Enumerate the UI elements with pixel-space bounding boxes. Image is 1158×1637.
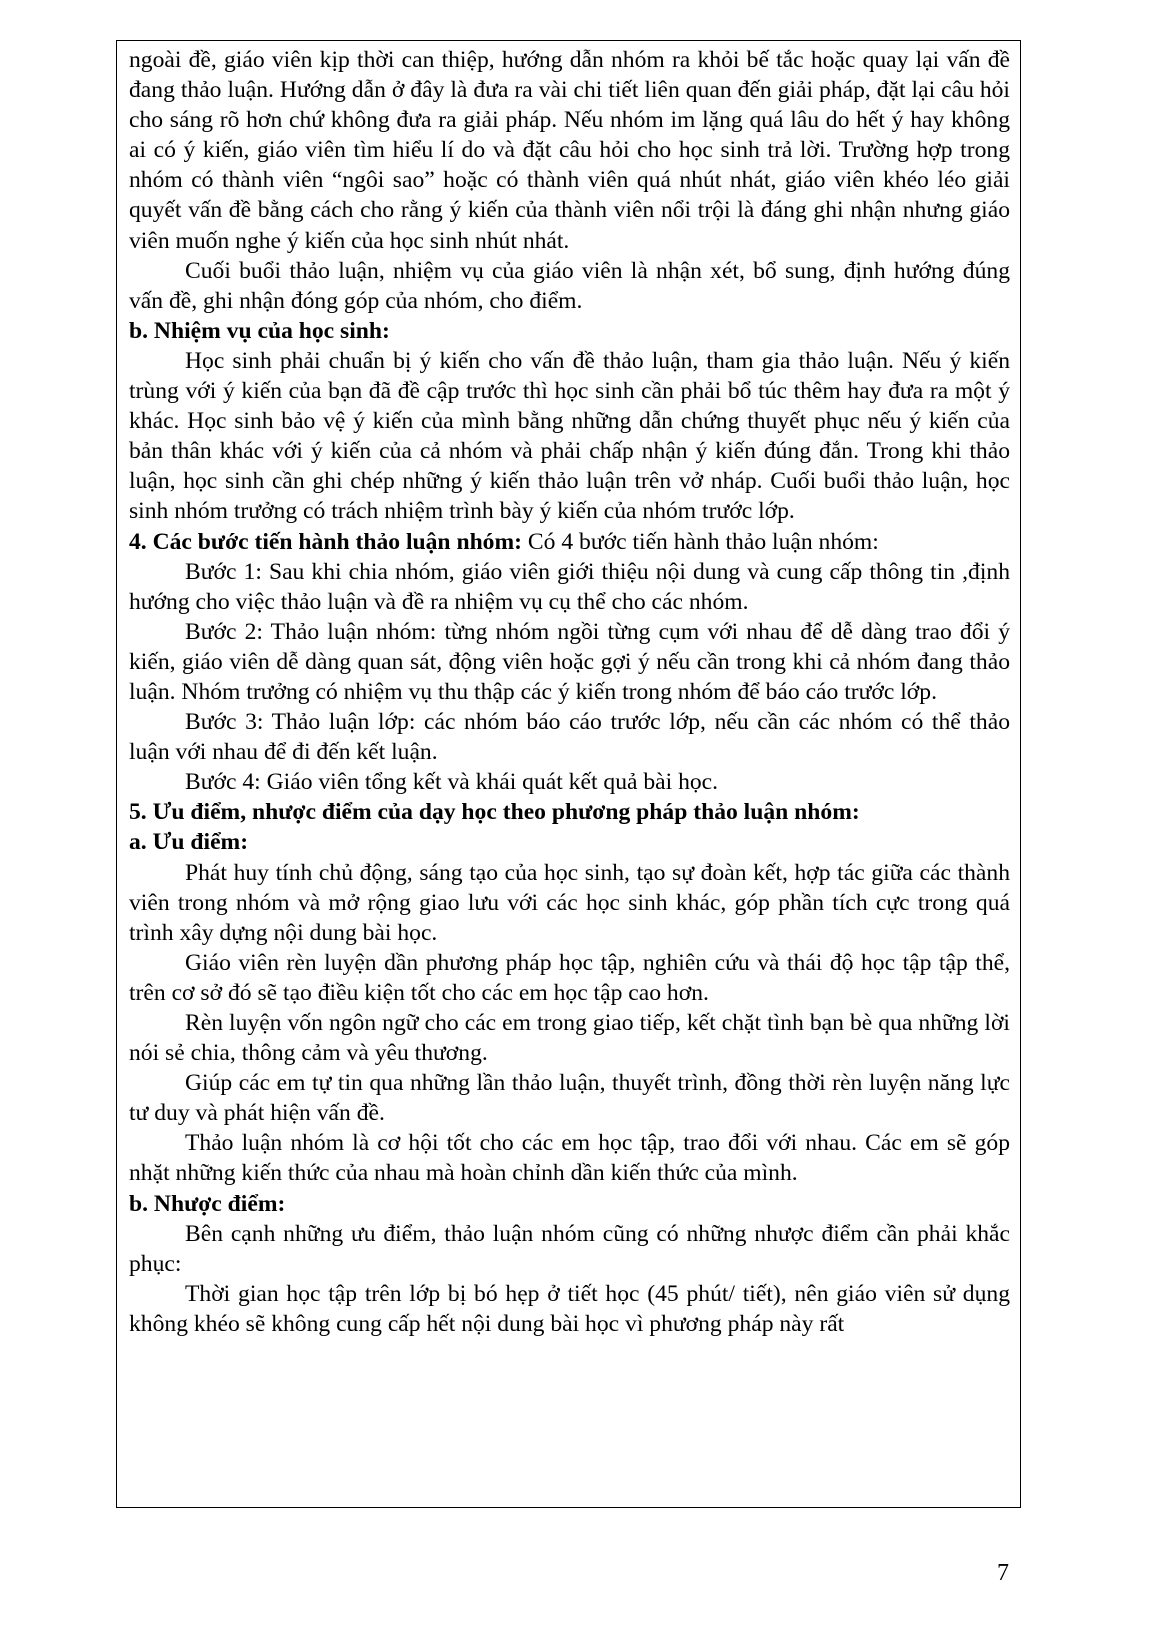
paragraph: Cuối buổi thảo luận, nhiệm vụ của giáo viên là nhận xét, bổ sung, định hướng đúng vấn đề, ghi nhận đóng góp của nhóm, cho điểm.	[129, 257, 1010, 314]
section-heading: 4. Các bước tiến hành thảo luận nhóm:	[129, 528, 522, 555]
paragraph: Bước 1: Sau khi chia nhóm, giáo viên giới thiệu nội dung và cung cấp thông tin ,định hướng cho việc thảo luận và đề ra nhiệm vụ cụ thể cho các nhóm.	[129, 558, 1010, 615]
section-heading: a. Ưu điểm:	[129, 829, 249, 856]
paragraph: Bước 4: Giáo viên tổng kết và khái quát kết quả bài học.	[185, 769, 719, 796]
paragraph: Giúp các em tự tin qua những lần thảo luận, thuyết trình, đồng thời rèn luyện năng lực tư duy và phát hiện vấn đề.	[129, 1070, 1010, 1127]
paragraph: Bước 2: Thảo luận nhóm: từng nhóm ngồi từng cụm với nhau để dễ dàng trao đổi ý kiến, giáo viên dễ dàng quan sát, động viên hoặc gợi ý nếu cần trong khi cả nhóm đang thảo luận. Nhóm trưởng có nhiệm vụ thu thập các ý kiến trong nhóm để báo cáo trước lớp.	[129, 618, 1010, 705]
paragraph: Bên cạnh những ưu điểm, thảo luận nhóm cũng có những nhược điểm cần phải khắc phục:	[129, 1220, 1010, 1277]
section-heading: b. Nhược điểm:	[129, 1190, 286, 1217]
section-heading: 5. Ưu điểm, nhược điểm của dạy học theo phương pháp thảo luận nhóm:	[129, 799, 860, 826]
paragraph-continued: ngoài đề, giáo viên kịp thời can thiệp, hướng dẫn nhóm ra khỏi bế tắc hoặc quay lại vấn đề đang thảo luận. Hướng dẫn ở đây là đưa ra vài chi tiết liên quan đến giải pháp, đặt lại câu hỏi cho sáng rõ hơn chứ không đưa ra giải pháp. Nếu nhóm im lặng quá lâu do hết ý hay không ai có ý kiến, giáo viên tìm hiểu lí do và đặt câu hỏi cho học sinh trả lời. Trường hợp trong nhóm có thành viên “ngôi sao” hoặc có thành viên quá nhút nhát, giáo viên khéo léo giải quyết vấn đề bằng cách cho rằng ý kiến của thành viên nổi trội là đáng ghi nhận nhưng giáo viên muốn nghe ý kiến của học sinh nhút nhát.	[129, 47, 1010, 254]
paragraph: Phát huy tính chủ động, sáng tạo của học sinh, tạo sự đoàn kết, hợp tác giữa các thành viên trong nhóm và mở rộng giao lưu với các học sinh khác, góp phần tích cực trong quá trình xây dựng nội dung bài học.	[129, 859, 1010, 946]
paragraph: Thời gian học tập trên lớp bị bó hẹp ở tiết học (45 phút/ tiết), nên giáo viên sử dụng không khéo sẽ không cung cấp hết nội dung bài học vì phương pháp này rất	[129, 1280, 1010, 1337]
paragraph: Rèn luyện vốn ngôn ngữ cho các em trong giao tiếp, kết chặt tình bạn bè qua những lời nói sẻ chia, thông cảm và yêu thương.	[129, 1010, 1010, 1067]
paragraph: Thảo luận nhóm là cơ hội tốt cho các em học tập, trao đổi với nhau. Các em sẽ góp nhặt những kiến thức của nhau mà hoàn chỉnh dần kiến thức của mình.	[129, 1130, 1010, 1187]
paragraph: Học sinh phải chuẩn bị ý kiến cho vấn đề thảo luận, tham gia thảo luận. Nếu ý kiến trùng với ý kiến của bạn đã đề cập trước thì học sinh cần phải bổ túc thêm hay đưa ra một ý khác. Học sinh bảo vệ ý kiến của mình bằng những dẫn chứng thuyết phục nếu ý kiến của bản thân khác với ý kiến của cả nhóm và phải chấp nhận ý kiến đúng đắn. Trong khi thảo luận, học sinh cần ghi chép những ý kiến thảo luận trên vở nháp. Cuối buổi thảo luận, học sinh nhóm trưởng có trách nhiệm trình bày ý kiến của nhóm trước lớp.	[129, 347, 1010, 525]
page-content	[116, 40, 1021, 1508]
section-heading: b. Nhiệm vụ của học sinh:	[129, 317, 390, 344]
section-heading-with-text	[129, 527, 1010, 557]
paragraph: Bước 3: Thảo luận lớp: các nhóm báo cáo trước lớp, nếu cần các nhóm có thể thảo luận với nhau để đi đến kết luận.	[129, 709, 1010, 766]
paragraph: Giáo viên rèn luyện dần phương pháp học tập, nghiên cứu và thái độ học tập tập thể, trên cơ sở đó sẽ tạo điều kiện tốt cho các em học tập cao hơn.	[129, 949, 1010, 1006]
heading-trailing-text: Có 4 bước tiến hành thảo luận nhóm:	[522, 528, 879, 555]
page-number: 7	[997, 1560, 1009, 1586]
